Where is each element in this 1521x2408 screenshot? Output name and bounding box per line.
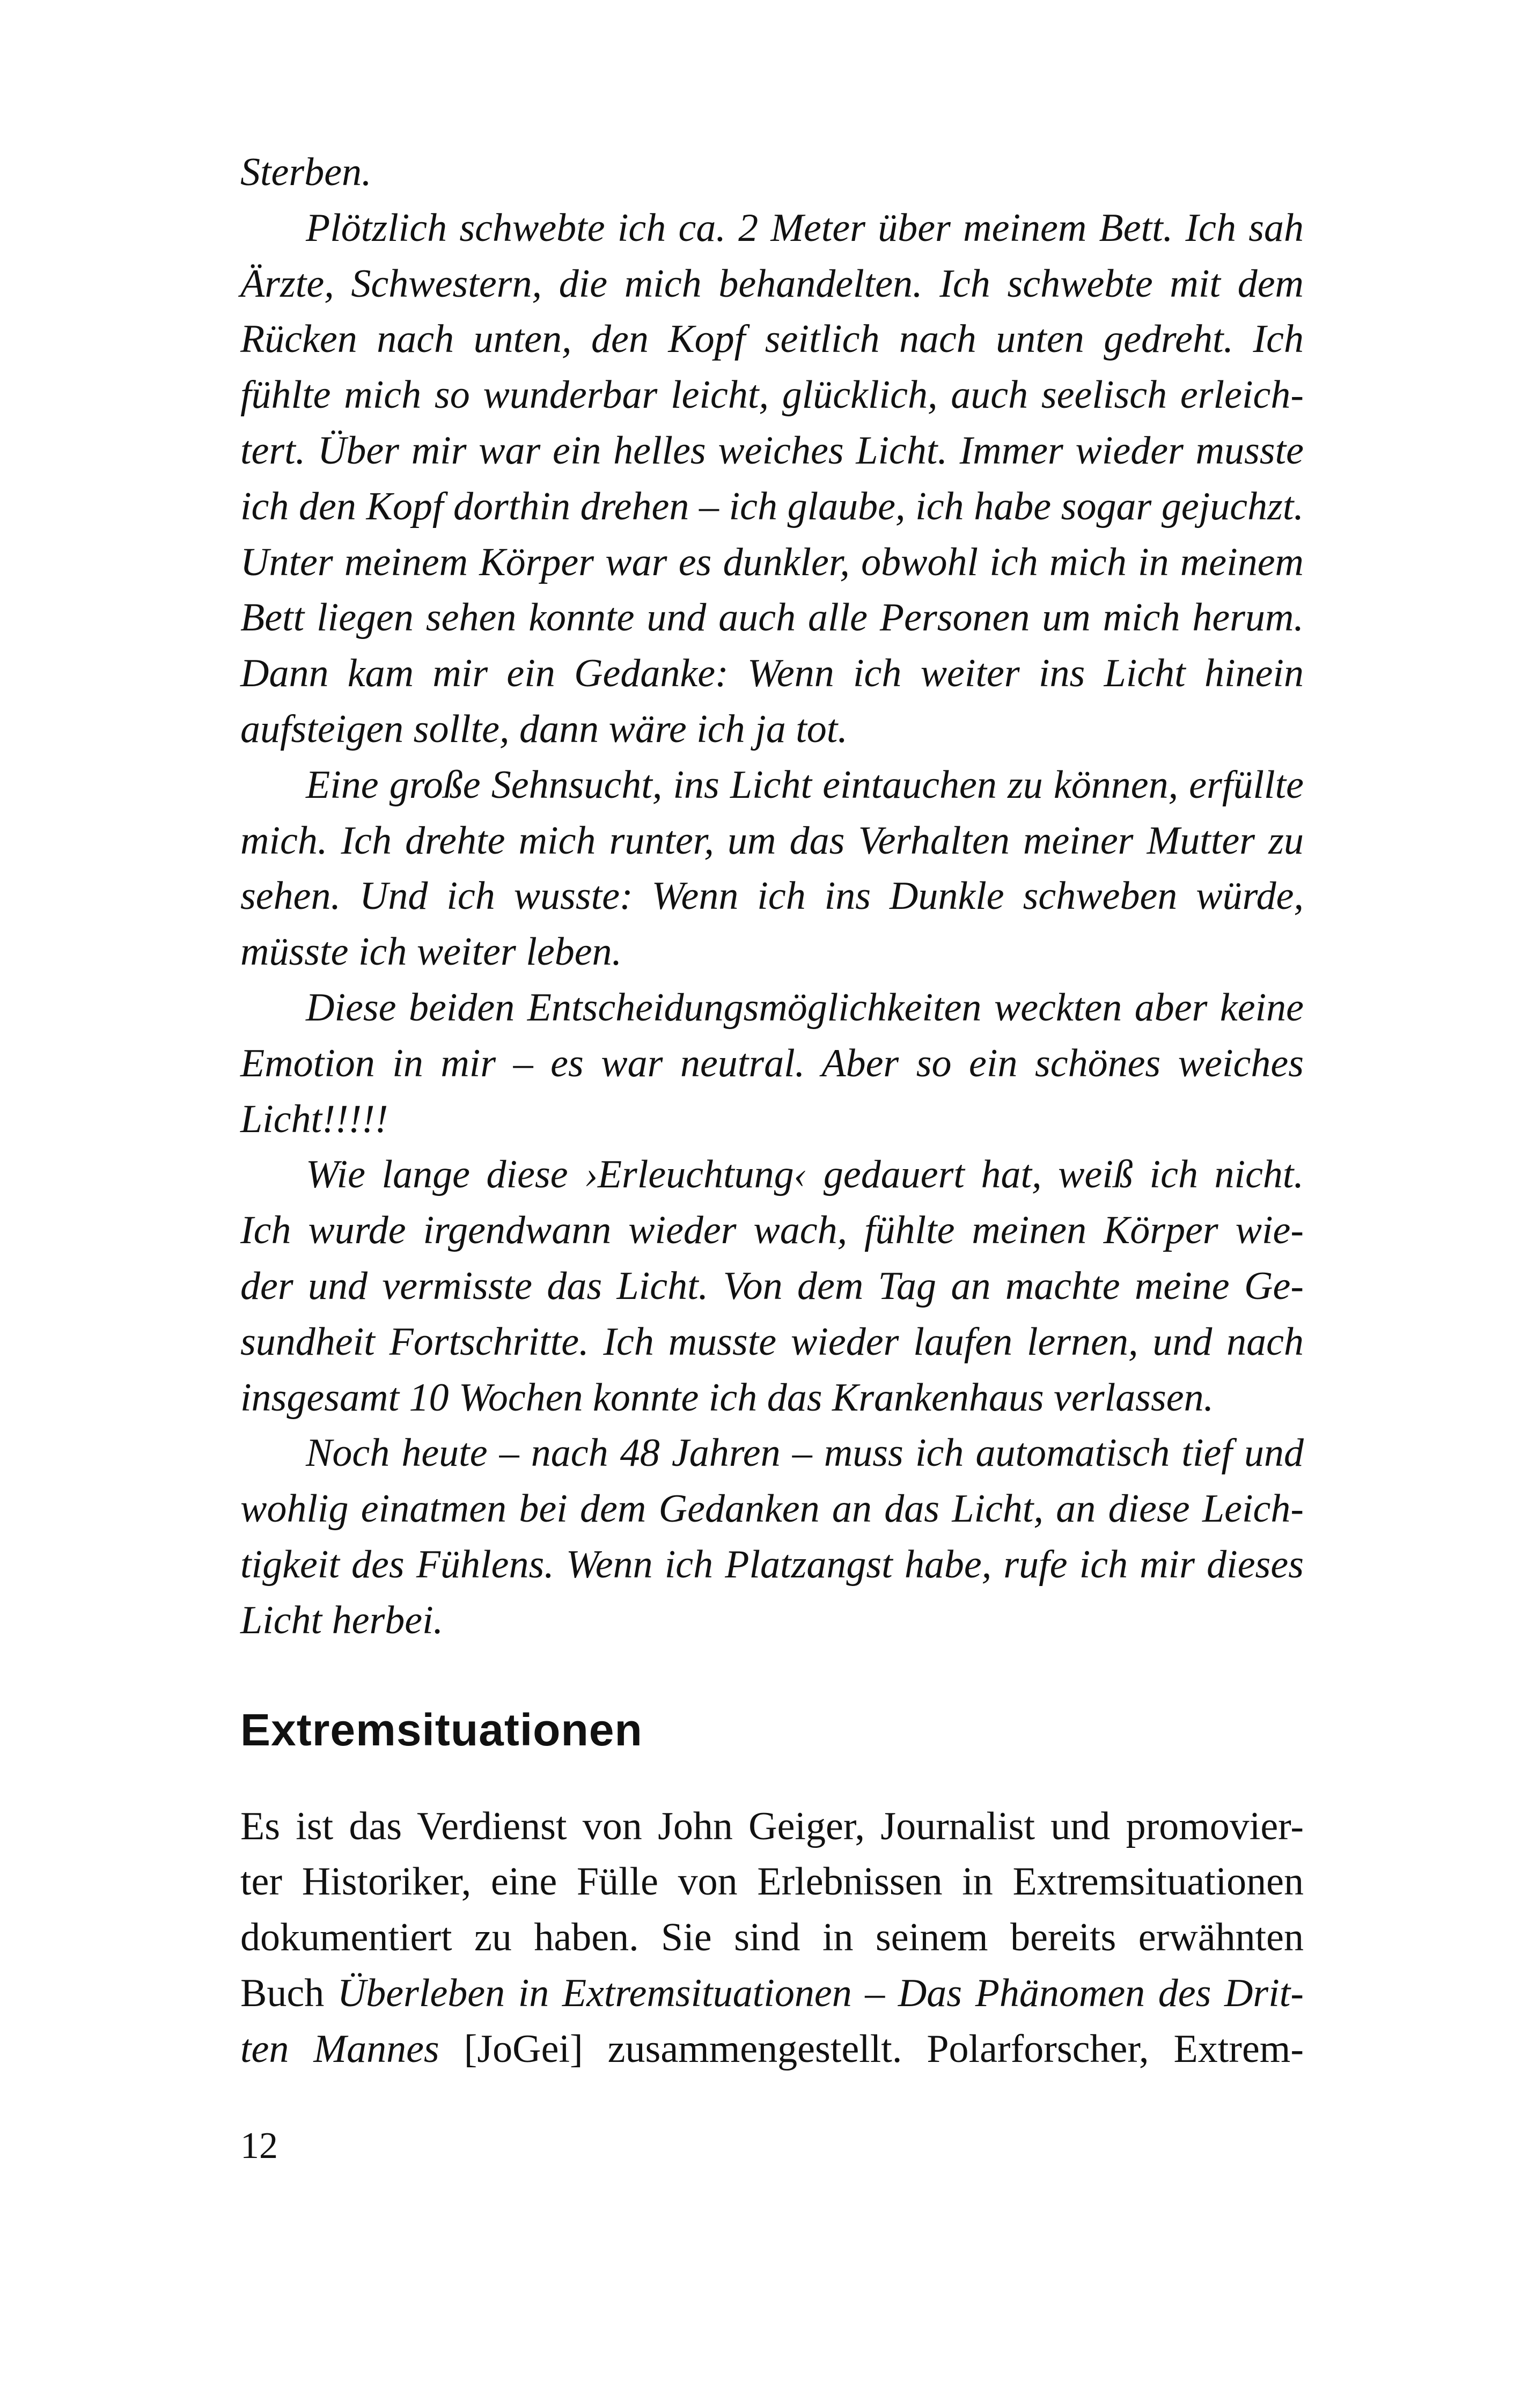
text-fragment: [JoGei] zusammengestellt. Polarforscher, Extrem- bbox=[439, 2027, 1304, 2071]
text-line: Eine große Sehnsucht, ins Licht eintauchen zu können, erfüllte bbox=[306, 762, 1304, 807]
text-line bbox=[240, 1966, 1304, 2022]
text-line: tigkeit des Fühlens. Wenn ich Platzangst habe, rufe ich mir dieses bbox=[240, 1542, 1304, 1587]
quote-block bbox=[240, 145, 1304, 1649]
text-line: Noch heute – nach 48 Jahren – muss ich automatisch tief und bbox=[306, 1431, 1304, 1475]
text-line: Bett liegen sehen konnte und auch alle Personen um mich herum. bbox=[240, 596, 1304, 640]
text-line: aufsteigen sollte, dann wäre ich ja tot. bbox=[240, 707, 848, 751]
text-line: insgesamt 10 Wochen konnte ich das Krankenhaus verlassen. bbox=[240, 1375, 1214, 1420]
book-title: ten Mannes bbox=[240, 2027, 439, 2071]
text-line: Sterben. bbox=[240, 150, 372, 194]
text-line: Rücken nach unten, den Kopf seitlich nach unten gedreht. Ich bbox=[240, 317, 1304, 362]
text-line: sundheit Fortschritte. Ich musste wieder laufen lernen, und nach bbox=[240, 1319, 1304, 1364]
text-line: Licht!!!!! bbox=[240, 1097, 388, 1141]
text-line: Wie lange diese ›Erleuchtung‹ gedauert hat, weiß ich nicht. bbox=[306, 1152, 1304, 1197]
text-line: Ärzte, Schwestern, die mich behandelten. Ich schwebte mit dem bbox=[240, 261, 1304, 306]
text-line: Es ist das Verdienst von John Geiger, Journalist und promovier- bbox=[240, 1804, 1304, 1848]
section-heading: Extremsituationen bbox=[240, 1704, 643, 1755]
page-body bbox=[240, 145, 1304, 2077]
text-line: Unter meinem Körper war es dunkler, obwohl ich mich in meinem bbox=[240, 540, 1304, 584]
text-line: ich den Kopf dorthin drehen – ich glaube, ich habe sogar gejuchzt. bbox=[240, 484, 1304, 528]
text-line: fühlte mich so wunderbar leicht, glücklich, auch seelisch erleich- bbox=[240, 373, 1304, 417]
text-line: Diese beiden Entscheidungsmöglichkeiten weckten aber keine bbox=[306, 985, 1304, 1030]
text-line: sehen. Und ich wusste: Wenn ich ins Dunkle schweben würde, bbox=[240, 874, 1304, 919]
text-line: wohlig einatmen bei dem Gedanken an das Licht, an diese Leich- bbox=[240, 1487, 1304, 1531]
text-line: Plötzlich schwebte ich ca. 2 Meter über meinem Bett. Ich sah bbox=[306, 205, 1304, 250]
text-line: der und vermisste das Licht. Von dem Tag an machte meine Ge- bbox=[240, 1264, 1304, 1308]
text-line: Emotion in mir – es war neutral. Aber so ein schönes weiches bbox=[240, 1041, 1304, 1085]
text-line: dokumentiert zu haben. Sie sind in seinem bereits erwähnten bbox=[240, 1915, 1304, 1960]
text-fragment: Buch bbox=[240, 1971, 337, 2015]
book-title: Überleben in Extremsituationen – Das Phänomen des Drit- bbox=[337, 1971, 1304, 2015]
text-line: müsste ich weiter leben. bbox=[240, 930, 622, 974]
text-line: Dann kam mir ein Gedanke: Wenn ich weiter ins Licht hinein bbox=[240, 651, 1304, 696]
text-line: Licht herbei. bbox=[240, 1598, 444, 1642]
text-line: mich. Ich drehte mich runter, um das Verhalten meiner Mutter zu bbox=[240, 818, 1304, 863]
section-paragraph bbox=[240, 1799, 1304, 2077]
text-line: tert. Über mir war ein helles weiches Licht. Immer wieder musste bbox=[240, 428, 1304, 473]
text-line bbox=[240, 2022, 1304, 2077]
text-line: Ich wurde irgendwann wieder wach, fühlte meinen Körper wie- bbox=[240, 1208, 1304, 1253]
text-line: ter Historiker, eine Fülle von Erlebnissen in Extremsituationen bbox=[240, 1860, 1304, 1904]
page-number: 12 bbox=[240, 2125, 278, 2167]
